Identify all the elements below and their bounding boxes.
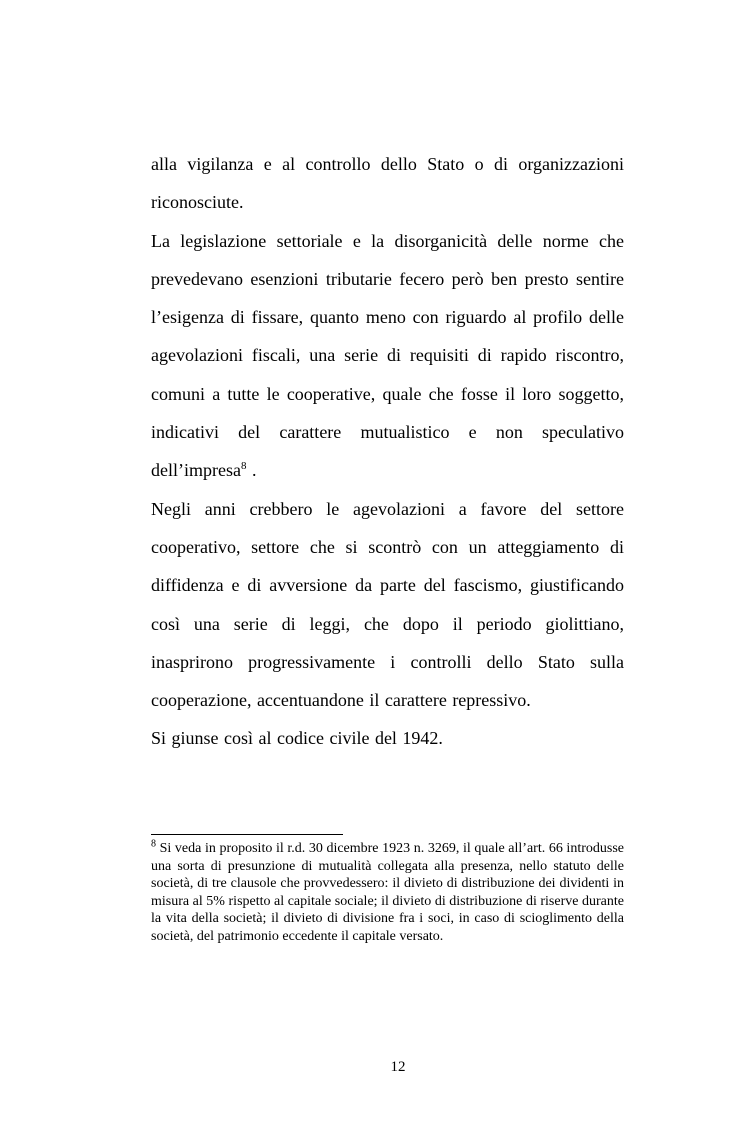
paragraph-3: Negli anni crebbero le agevolazioni a favore del settore cooperativo, settore che si scontrò con un atteggiamento di diffidenza e di avversione da parte del fascismo, giustificando così una serie di leggi, che dopo il periodo giolittiano, inasprirono progressivamente i controlli dello Stato sulla cooperazione, accentuandone il carattere repressivo. [151, 498, 624, 711]
footnote-text: Si veda in proposito il r.d. 30 dicembre 1923 n. 3269, il quale all’art. 66 introdusse una sorta di presunzione di mutualità collegata alla presenza, nello statuto delle società, di tre clausole che provvedessero: il divieto di distribuzione dei dividenti in misura al 5% rispetto al capitale sociale; il divieto di distribuzione di riserve durante la vita della società; il divieto di divisione fra i soci, in caso di scioglimento della società, del patrimonio eccedente il capitale versato. [151, 841, 624, 944]
page-number-container [0, 1058, 737, 1076]
paragraph-2 [151, 222, 624, 490]
footnote-reference[interactable]: 8 [240, 460, 247, 473]
paragraph-1: alla vigilanza e al controllo dello Stato o di organizzazioni riconosciute. [151, 154, 624, 213]
footnote-8 [151, 840, 624, 945]
paragraph-2-text: La legislazione settoriale e la disorganicità delle norme che prevedevano esenzioni tributarie fecero però ben presto sentire l’esigenza di fissare, quanto meno con riguardo al profilo delle agevolazioni fiscali, una serie di requisiti di rapido riscontro, comuni a tutte le cooperative, quale che fosse il loro soggetto, indicativi del carattere mutualistico e non speculativo dell’impresa [151, 230, 624, 481]
footnote [151, 840, 624, 945]
footnote-number: 8 [151, 838, 156, 850]
paragraph-2-end: . [246, 460, 257, 481]
page-number: 12 [390, 1059, 406, 1075]
main-text [151, 145, 624, 758]
paragraph-4: Si giunse così al codice civile del 1942. [151, 728, 443, 749]
footnote-separator [151, 834, 343, 835]
